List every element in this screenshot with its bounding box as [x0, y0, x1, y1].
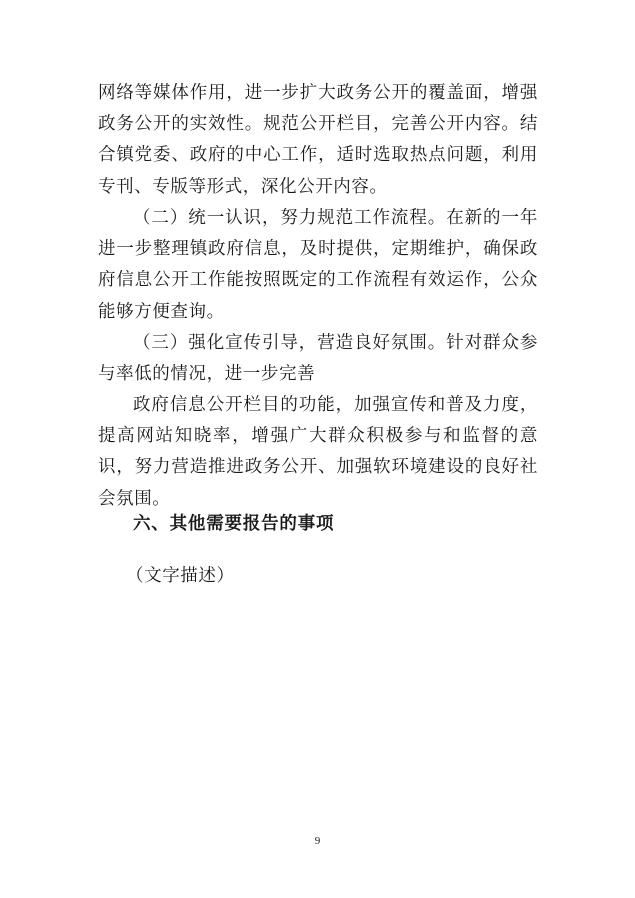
page-number: 9 — [314, 835, 321, 847]
paragraph-government-info-column: 政府信息公开栏目的功能，加强宣传和普及力度，提高网站知晓率，增强广大群众积极参与和监督的意识，努力营造推进政务公开、加强软环境建设的良好社会氛围。 — [98, 395, 538, 509]
placeholder-text-description: （文字描述） — [126, 566, 235, 586]
section-heading-other-matters: 六、其他需要报告的事项 — [133, 514, 335, 534]
paragraph-strengthen-publicity: （三）强化宣传引导，营造良好氛围。针对群众参与率低的情况，进一步完善 — [98, 333, 538, 385]
paragraph-unify-understanding: （二）统一认识，努力规范工作流程。在新的一年进一步整理镇政府信息，及时提供，定期维护，确保政府信息公开工作能按照既定的工作流程有效运作，公众能够方便查询。 — [98, 208, 538, 322]
paragraph-media-openness: 网络等媒体作用，进一步扩大政务公开的覆盖面，增强政务公开的实效性。规范公开栏目，完善公开内容。结合镇党委、政府的中心工作，适时选取热点问题，利用专刊、专版等形式，深化公开内容。 — [98, 83, 538, 197]
